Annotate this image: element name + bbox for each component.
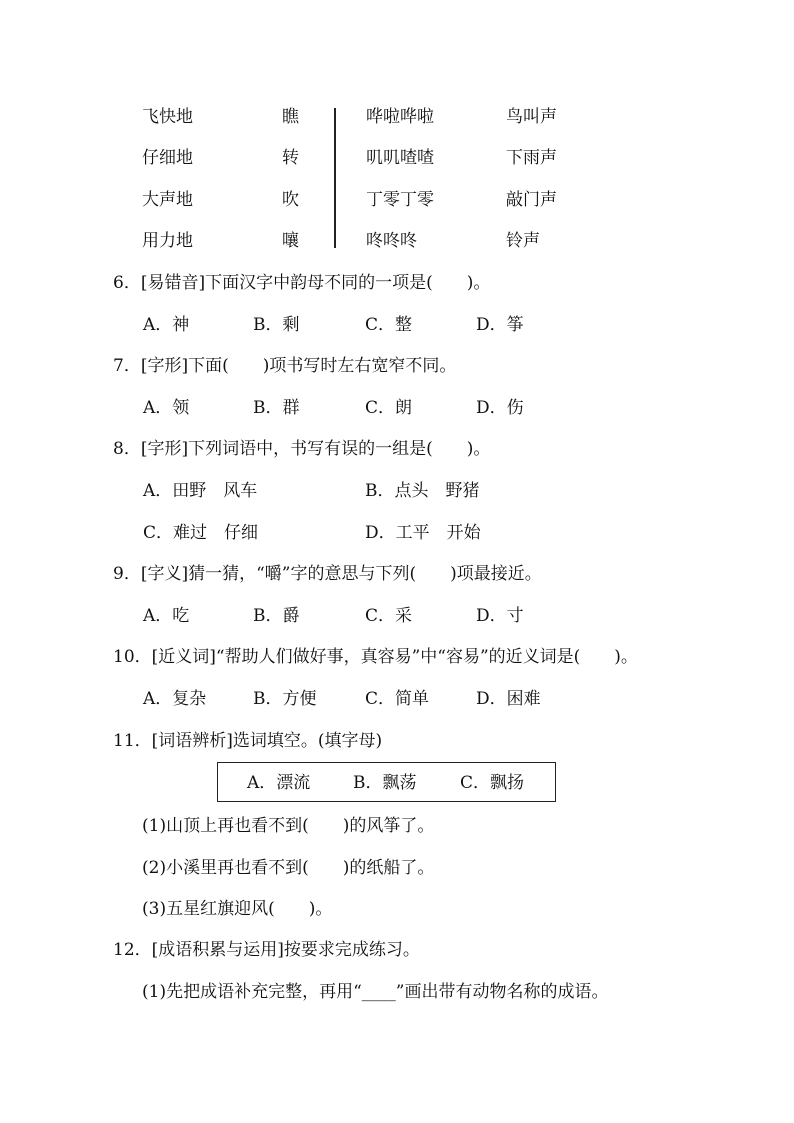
match-col2-item: 转: [282, 148, 299, 168]
question-stem: 8．[字形]下列词语中，书写有误的一组是( )。: [113, 439, 491, 459]
match-col4-item: 鸟叫声: [506, 107, 557, 127]
question-stem: 9．[字义]猜一猜，“嚼”字的意思与下列( )项最接近。: [113, 564, 542, 584]
question-stem: 10．[近义词]“帮助人们做好事，真容易”中“容易”的近义词是( )。: [113, 647, 638, 667]
match-col3-item: 咚咚咚: [366, 231, 417, 251]
sub-question: (1)先把成语补充完整，再用“____”画出带有动物名称的成语。: [142, 982, 609, 1002]
answer-option[interactable]: C．朗: [365, 398, 413, 418]
answer-option[interactable]: B．爵: [253, 606, 300, 626]
match-col3-item: 丁零丁零: [366, 190, 434, 210]
answer-option[interactable]: A．领: [143, 398, 190, 418]
answer-option[interactable]: C．采: [365, 606, 413, 626]
question-stem: 6．[易错音]下面汉字中韵母不同的一项是( )。: [113, 273, 491, 293]
divider-line: [334, 108, 336, 248]
match-col1-item: 大声地: [142, 190, 193, 210]
fill-blank-item[interactable]: (3)五星红旗迎风( )。: [142, 899, 333, 919]
answer-option[interactable]: A．吃: [143, 606, 190, 626]
match-col2-item: 嚷: [282, 231, 299, 251]
word-choice: B．飘荡: [353, 773, 417, 793]
word-choice: A．漂流: [247, 773, 311, 793]
answer-option[interactable]: A．田野 风车: [143, 481, 258, 501]
answer-option[interactable]: D．寸: [476, 606, 524, 626]
match-col3-item: 叽叽喳喳: [366, 148, 434, 168]
match-col4-item: 铃声: [506, 231, 540, 251]
answer-option[interactable]: B．剩: [253, 315, 300, 335]
answer-option[interactable]: A．神: [143, 315, 190, 335]
question-stem: 7．[字形]下面( )项书写时左右宽窄不同。: [113, 356, 457, 376]
match-col1-item: 用力地: [142, 231, 193, 251]
answer-option[interactable]: D．工平 开始: [365, 523, 481, 543]
match-col1-item: 仔细地: [142, 148, 193, 168]
match-col3-item: 哗啦哗啦: [366, 107, 434, 127]
answer-option[interactable]: B．方便: [253, 689, 317, 709]
question-stem: 12．[成语积累与运用]按要求完成练习。: [113, 940, 420, 960]
answer-option[interactable]: C．难过 仔细: [143, 523, 259, 543]
match-col4-item: 敲门声: [506, 190, 557, 210]
word-choice: C．飘扬: [460, 773, 525, 793]
match-col2-item: 瞧: [282, 107, 299, 127]
answer-option[interactable]: B．点头 野猪: [365, 481, 480, 501]
answer-option[interactable]: B．群: [253, 398, 300, 418]
answer-option[interactable]: D．筝: [476, 315, 524, 335]
answer-option[interactable]: D．伤: [476, 398, 524, 418]
answer-option[interactable]: A．复杂: [143, 689, 207, 709]
answer-option[interactable]: C．简单: [365, 689, 430, 709]
fill-blank-item[interactable]: (1)山顶上再也看不到( )的风筝了。: [142, 816, 435, 836]
match-col2-item: 吹: [282, 190, 299, 210]
answer-option[interactable]: D．困难: [476, 689, 541, 709]
match-col1-item: 飞快地: [142, 107, 193, 127]
fill-blank-item[interactable]: (2)小溪里再也看不到( )的纸船了。: [142, 858, 435, 878]
answer-option[interactable]: C．整: [365, 315, 413, 335]
question-stem: 11．[词语辨析]选词填空。(填字母): [113, 731, 383, 751]
match-col4-item: 下雨声: [506, 148, 557, 168]
